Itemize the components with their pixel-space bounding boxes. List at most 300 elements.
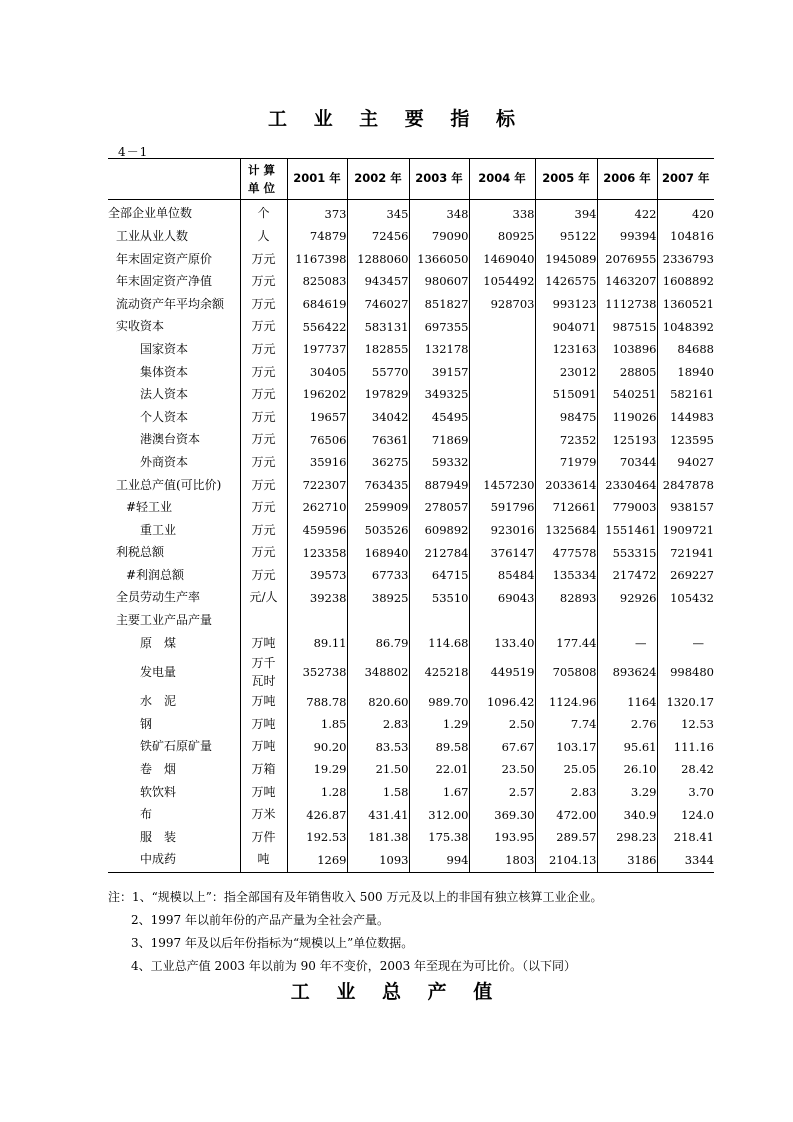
value-cell: 1096.42 xyxy=(469,691,535,714)
table-row xyxy=(108,587,714,610)
value-cell: 851827 xyxy=(409,293,469,316)
row-unit: 万元 xyxy=(240,542,287,565)
table-row xyxy=(108,736,714,759)
value-cell: 35916 xyxy=(287,452,347,475)
value-cell: 111.16 xyxy=(657,736,714,759)
value-cell: 19657 xyxy=(287,406,347,429)
table-row xyxy=(108,248,714,271)
row-label: 利税总额 xyxy=(116,545,165,560)
table-row xyxy=(108,826,714,849)
value-cell: 1426575 xyxy=(535,271,597,294)
value-cell: 99394 xyxy=(597,226,657,249)
table-row xyxy=(108,316,714,339)
table-row xyxy=(108,781,714,804)
value-cell: 348802 xyxy=(347,655,409,691)
value-cell: 19.29 xyxy=(287,759,347,782)
value-cell: 426.87 xyxy=(287,804,347,827)
value-cell: 92926 xyxy=(597,587,657,610)
value-cell: 1.29 xyxy=(409,713,469,736)
industry-indicators-table xyxy=(108,158,714,873)
header-year: 2003 年 xyxy=(409,159,469,200)
value-cell: 1945089 xyxy=(535,248,597,271)
row-label: 卷 烟 xyxy=(140,762,177,777)
value-cell: 477578 xyxy=(535,542,597,565)
header-year: 2002 年 xyxy=(347,159,409,200)
value-cell: 103.17 xyxy=(535,736,597,759)
table-row xyxy=(108,200,714,226)
value-cell: 993123 xyxy=(535,293,597,316)
table-row xyxy=(108,452,714,475)
value-cell: 181.38 xyxy=(347,826,409,849)
value-cell: 34042 xyxy=(347,406,409,429)
value-cell: 893624 xyxy=(597,655,657,691)
value-cell: 1.28 xyxy=(287,781,347,804)
value-cell: 345 xyxy=(347,200,409,226)
header-row xyxy=(108,159,714,200)
value-cell: 259909 xyxy=(347,497,409,520)
value-cell: 2330464 xyxy=(597,474,657,497)
value-cell: — xyxy=(597,632,657,655)
value-cell: 39573 xyxy=(287,565,347,588)
table-row xyxy=(108,406,714,429)
value-cell: 746027 xyxy=(347,293,409,316)
row-label: 发电量 xyxy=(140,664,177,679)
value-cell: 583131 xyxy=(347,316,409,339)
row-unit xyxy=(240,610,287,633)
table-row xyxy=(108,429,714,452)
row-unit: 元/人 xyxy=(240,587,287,610)
value-cell: 70344 xyxy=(597,452,657,475)
value-cell: 197737 xyxy=(287,339,347,362)
value-cell: 1269 xyxy=(287,849,347,872)
value-cell: 18940 xyxy=(657,361,714,384)
footnote: 注：1、“规模以上”：指全部国有及年销售收入 500 万元及以上的非国有独立核算工业企业。 xyxy=(108,890,603,904)
row-label: 原 煤 xyxy=(140,635,177,650)
value-cell: 2104.13 xyxy=(535,849,597,872)
value-cell: 923016 xyxy=(469,519,535,542)
value-cell: 83.53 xyxy=(347,736,409,759)
value-cell: 338 xyxy=(469,200,535,226)
value-cell: 788.78 xyxy=(287,691,347,714)
value-cell: 2847878 xyxy=(657,474,714,497)
value-cell xyxy=(469,429,535,452)
value-cell: 175.38 xyxy=(409,826,469,849)
value-cell: 3344 xyxy=(657,849,714,872)
value-cell: 1325684 xyxy=(535,519,597,542)
row-label: 年末固定资产原价 xyxy=(116,251,213,266)
value-cell: 177.44 xyxy=(535,632,597,655)
value-cell: 114.68 xyxy=(409,632,469,655)
row-unit: 万元 xyxy=(240,474,287,497)
value-cell: 168940 xyxy=(347,542,409,565)
table-row xyxy=(108,849,714,872)
value-cell: 74879 xyxy=(287,226,347,249)
table-row xyxy=(108,339,714,362)
value-cell: 376147 xyxy=(469,542,535,565)
value-cell: 609892 xyxy=(409,519,469,542)
table-row xyxy=(108,610,714,633)
value-cell: 705808 xyxy=(535,655,597,691)
row-unit: 万元 xyxy=(240,293,287,316)
value-cell: 515091 xyxy=(535,384,597,407)
table-row xyxy=(108,271,714,294)
value-cell: 998480 xyxy=(657,655,714,691)
value-cell: 938157 xyxy=(657,497,714,520)
value-cell: 12.53 xyxy=(657,713,714,736)
value-cell: 1112738 xyxy=(597,293,657,316)
value-cell: 39157 xyxy=(409,361,469,384)
value-cell: 1909721 xyxy=(657,519,714,542)
value-cell: 7.74 xyxy=(535,713,597,736)
value-cell: 1608892 xyxy=(657,271,714,294)
value-cell: 123358 xyxy=(287,542,347,565)
value-cell: 3186 xyxy=(597,849,657,872)
value-cell: 1551461 xyxy=(597,519,657,542)
value-cell: 193.95 xyxy=(469,826,535,849)
value-cell: 449519 xyxy=(469,655,535,691)
value-cell: 123595 xyxy=(657,429,714,452)
value-cell: 820.60 xyxy=(347,691,409,714)
row-label: 实收资本 xyxy=(116,319,165,334)
row-unit: 万元 xyxy=(240,406,287,429)
row-label: 水 泥 xyxy=(140,694,177,709)
value-cell: 30405 xyxy=(287,361,347,384)
value-cell: 23.50 xyxy=(469,759,535,782)
value-cell: 3.29 xyxy=(597,781,657,804)
value-cell: 212784 xyxy=(409,542,469,565)
value-cell: 123163 xyxy=(535,339,597,362)
value-cell: 53510 xyxy=(409,587,469,610)
row-unit: 万吨 xyxy=(240,781,287,804)
row-unit: 万元 xyxy=(240,429,287,452)
value-cell: 394 xyxy=(535,200,597,226)
value-cell: 69043 xyxy=(469,587,535,610)
value-cell: 373 xyxy=(287,200,347,226)
value-cell: 721941 xyxy=(657,542,714,565)
row-label: 工业从业人数 xyxy=(116,228,189,243)
value-cell: 64715 xyxy=(409,565,469,588)
row-unit: 万千瓦时 xyxy=(240,655,287,691)
value-cell: 71979 xyxy=(535,452,597,475)
value-cell: 989.70 xyxy=(409,691,469,714)
value-cell xyxy=(469,406,535,429)
value-cell: 1054492 xyxy=(469,271,535,294)
value-cell: 269227 xyxy=(657,565,714,588)
value-cell: 340.9 xyxy=(597,804,657,827)
value-cell: 182855 xyxy=(347,339,409,362)
value-cell: 289.57 xyxy=(535,826,597,849)
value-cell: 369.30 xyxy=(469,804,535,827)
value-cell xyxy=(597,610,657,633)
row-label: 个人资本 xyxy=(140,409,189,424)
table-number: 4－1 xyxy=(118,145,149,159)
header-year: 2006 年 xyxy=(597,159,657,200)
value-cell: 298.23 xyxy=(597,826,657,849)
table-row xyxy=(108,655,714,691)
footnote: 2、1997 年以前年份的产品产量为全社会产量。 xyxy=(131,913,389,927)
header-year: 2004 年 xyxy=(469,159,535,200)
value-cell: 196202 xyxy=(287,384,347,407)
value-cell: 132178 xyxy=(409,339,469,362)
value-cell: 72456 xyxy=(347,226,409,249)
value-cell: 95122 xyxy=(535,226,597,249)
value-cell: 540251 xyxy=(597,384,657,407)
value-cell: 38925 xyxy=(347,587,409,610)
table-row xyxy=(108,804,714,827)
value-cell: 472.00 xyxy=(535,804,597,827)
value-cell: 192.53 xyxy=(287,826,347,849)
footnote: 4、工业总产值 2003 年以前为 90 年不变价，2003 年至现在为可比价。（以下同） xyxy=(131,959,577,973)
value-cell: 943457 xyxy=(347,271,409,294)
value-cell: 459596 xyxy=(287,519,347,542)
value-cell: 45495 xyxy=(409,406,469,429)
value-cell: 71869 xyxy=(409,429,469,452)
value-cell: 591796 xyxy=(469,497,535,520)
table-row xyxy=(108,759,714,782)
table-row xyxy=(108,713,714,736)
table-row xyxy=(108,474,714,497)
table-row xyxy=(108,632,714,655)
row-unit: 万件 xyxy=(240,826,287,849)
value-cell: 98475 xyxy=(535,406,597,429)
value-cell: 67.67 xyxy=(469,736,535,759)
value-cell: 1463207 xyxy=(597,271,657,294)
row-label: 钢 xyxy=(140,716,153,731)
value-cell: 352738 xyxy=(287,655,347,691)
value-cell: 76506 xyxy=(287,429,347,452)
row-unit: 万元 xyxy=(240,565,287,588)
value-cell xyxy=(409,610,469,633)
value-cell: 431.41 xyxy=(347,804,409,827)
value-cell: 582161 xyxy=(657,384,714,407)
value-cell: 278057 xyxy=(409,497,469,520)
value-cell: 712661 xyxy=(535,497,597,520)
row-unit: 个 xyxy=(240,200,287,226)
row-label: 港澳台资本 xyxy=(140,432,201,447)
value-cell: 1360521 xyxy=(657,293,714,316)
value-cell: 144983 xyxy=(657,406,714,429)
value-cell: 980607 xyxy=(409,271,469,294)
value-cell: 422 xyxy=(597,200,657,226)
row-unit: 万元 xyxy=(240,497,287,520)
next-section-title: 工 业 总 产 值 xyxy=(290,981,503,1003)
row-unit: 万元 xyxy=(240,248,287,271)
value-cell: 994 xyxy=(409,849,469,872)
value-cell: 503526 xyxy=(347,519,409,542)
row-unit: 万元 xyxy=(240,452,287,475)
value-cell: 86.79 xyxy=(347,632,409,655)
value-cell: 85484 xyxy=(469,565,535,588)
value-cell: 1320.17 xyxy=(657,691,714,714)
value-cell: 262710 xyxy=(287,497,347,520)
value-cell: 2.83 xyxy=(535,781,597,804)
value-cell: 23012 xyxy=(535,361,597,384)
row-unit: 万元 xyxy=(240,271,287,294)
value-cell: 26.10 xyxy=(597,759,657,782)
header-year: 2007 年 xyxy=(657,159,714,200)
row-unit: 吨 xyxy=(240,849,287,872)
value-cell xyxy=(469,384,535,407)
value-cell: 119026 xyxy=(597,406,657,429)
row-label: #利润总额 xyxy=(126,567,185,582)
value-cell: 67733 xyxy=(347,565,409,588)
value-cell: 1093 xyxy=(347,849,409,872)
row-unit: 万元 xyxy=(240,361,287,384)
value-cell: 763435 xyxy=(347,474,409,497)
table-row xyxy=(108,519,714,542)
value-cell: 218.41 xyxy=(657,826,714,849)
value-cell: 887949 xyxy=(409,474,469,497)
row-label: 主要工业产品产量 xyxy=(116,613,213,628)
value-cell xyxy=(535,610,597,633)
value-cell: 553315 xyxy=(597,542,657,565)
value-cell: 779003 xyxy=(597,497,657,520)
value-cell: 125193 xyxy=(597,429,657,452)
value-cell: 79090 xyxy=(409,226,469,249)
value-cell: 36275 xyxy=(347,452,409,475)
row-label: 软饮料 xyxy=(140,784,177,799)
value-cell: 84688 xyxy=(657,339,714,362)
value-cell: 76361 xyxy=(347,429,409,452)
value-cell: 1.58 xyxy=(347,781,409,804)
value-cell xyxy=(347,610,409,633)
value-cell: 3.70 xyxy=(657,781,714,804)
row-label: 流动资产年平均余额 xyxy=(116,296,225,311)
value-cell: 349325 xyxy=(409,384,469,407)
row-unit: 万元 xyxy=(240,519,287,542)
value-cell: 21.50 xyxy=(347,759,409,782)
value-cell: 697355 xyxy=(409,316,469,339)
row-label: 重工业 xyxy=(140,522,177,537)
value-cell: 94027 xyxy=(657,452,714,475)
value-cell: 1048392 xyxy=(657,316,714,339)
value-cell: 95.61 xyxy=(597,736,657,759)
value-cell: 22.01 xyxy=(409,759,469,782)
value-cell xyxy=(469,452,535,475)
value-cell: 2.76 xyxy=(597,713,657,736)
value-cell: 348 xyxy=(409,200,469,226)
row-label: 法人资本 xyxy=(140,387,189,402)
value-cell: 72352 xyxy=(535,429,597,452)
row-label: 国家资本 xyxy=(140,341,189,356)
row-unit: 万箱 xyxy=(240,759,287,782)
table-row xyxy=(108,565,714,588)
value-cell: 1.85 xyxy=(287,713,347,736)
table-row xyxy=(108,361,714,384)
value-cell: 1167398 xyxy=(287,248,347,271)
header-year: 2001 年 xyxy=(287,159,347,200)
value-cell: 2336793 xyxy=(657,248,714,271)
row-unit: 万米 xyxy=(240,804,287,827)
table-row xyxy=(108,226,714,249)
value-cell: 105432 xyxy=(657,587,714,610)
value-cell: 1124.96 xyxy=(535,691,597,714)
value-cell: 197829 xyxy=(347,384,409,407)
value-cell: 82893 xyxy=(535,587,597,610)
value-cell: 684619 xyxy=(287,293,347,316)
value-cell xyxy=(469,339,535,362)
value-cell: 987515 xyxy=(597,316,657,339)
value-cell xyxy=(469,610,535,633)
table-row xyxy=(108,497,714,520)
row-unit: 万吨 xyxy=(240,713,287,736)
value-cell: 55770 xyxy=(347,361,409,384)
table-row xyxy=(108,293,714,316)
row-unit: 万元 xyxy=(240,384,287,407)
value-cell: 133.40 xyxy=(469,632,535,655)
footnote: 3、1997 年及以后年份指标为“规模以上”单位数据。 xyxy=(131,936,414,950)
header-year: 2005 年 xyxy=(535,159,597,200)
page-title: 工 业 主 要 指 标 xyxy=(267,108,526,130)
value-cell xyxy=(287,610,347,633)
row-label: 全员劳动生产率 xyxy=(116,590,201,605)
row-unit: 万吨 xyxy=(240,632,287,655)
row-unit: 万元 xyxy=(240,339,287,362)
value-cell: 124.0 xyxy=(657,804,714,827)
header-indicator xyxy=(108,159,240,200)
value-cell: 2.57 xyxy=(469,781,535,804)
value-cell: 1288060 xyxy=(347,248,409,271)
row-label: 服 装 xyxy=(140,829,177,844)
row-unit: 万吨 xyxy=(240,736,287,759)
table-row xyxy=(108,542,714,565)
value-cell: 90.20 xyxy=(287,736,347,759)
value-cell: 928703 xyxy=(469,293,535,316)
row-label: 年末固定资产净值 xyxy=(116,274,213,289)
value-cell: 104816 xyxy=(657,226,714,249)
row-label: 全部企业单位数 xyxy=(108,206,193,221)
value-cell xyxy=(469,316,535,339)
value-cell: 2.83 xyxy=(347,713,409,736)
value-cell: 28.42 xyxy=(657,759,714,782)
table-row xyxy=(108,384,714,407)
value-cell: 28805 xyxy=(597,361,657,384)
row-unit: 人 xyxy=(240,226,287,249)
value-cell: 904071 xyxy=(535,316,597,339)
value-cell: 2033614 xyxy=(535,474,597,497)
value-cell xyxy=(657,610,714,633)
value-cell xyxy=(469,361,535,384)
table-row xyxy=(108,691,714,714)
row-label: 集体资本 xyxy=(140,364,189,379)
value-cell: 135334 xyxy=(535,565,597,588)
value-cell: 425218 xyxy=(409,655,469,691)
value-cell: 312.00 xyxy=(409,804,469,827)
value-cell: 2076955 xyxy=(597,248,657,271)
row-label: 外商资本 xyxy=(140,454,189,469)
value-cell: 39238 xyxy=(287,587,347,610)
value-cell: 2.50 xyxy=(469,713,535,736)
value-cell: 217472 xyxy=(597,565,657,588)
row-label: 工业总产值(可比价) xyxy=(116,477,222,492)
value-cell: 556422 xyxy=(287,316,347,339)
value-cell: 1164 xyxy=(597,691,657,714)
header-unit: 计算单位 xyxy=(240,159,287,200)
row-label: #轻工业 xyxy=(126,500,173,515)
value-cell: 1803 xyxy=(469,849,535,872)
value-cell: 89.11 xyxy=(287,632,347,655)
value-cell: 89.58 xyxy=(409,736,469,759)
value-cell: 1469040 xyxy=(469,248,535,271)
value-cell: 80925 xyxy=(469,226,535,249)
value-cell: 420 xyxy=(657,200,714,226)
value-cell: 722307 xyxy=(287,474,347,497)
row-label: 中成药 xyxy=(140,852,177,867)
value-cell: 1.67 xyxy=(409,781,469,804)
value-cell: 1457230 xyxy=(469,474,535,497)
value-cell: 825083 xyxy=(287,271,347,294)
value-cell: 59332 xyxy=(409,452,469,475)
